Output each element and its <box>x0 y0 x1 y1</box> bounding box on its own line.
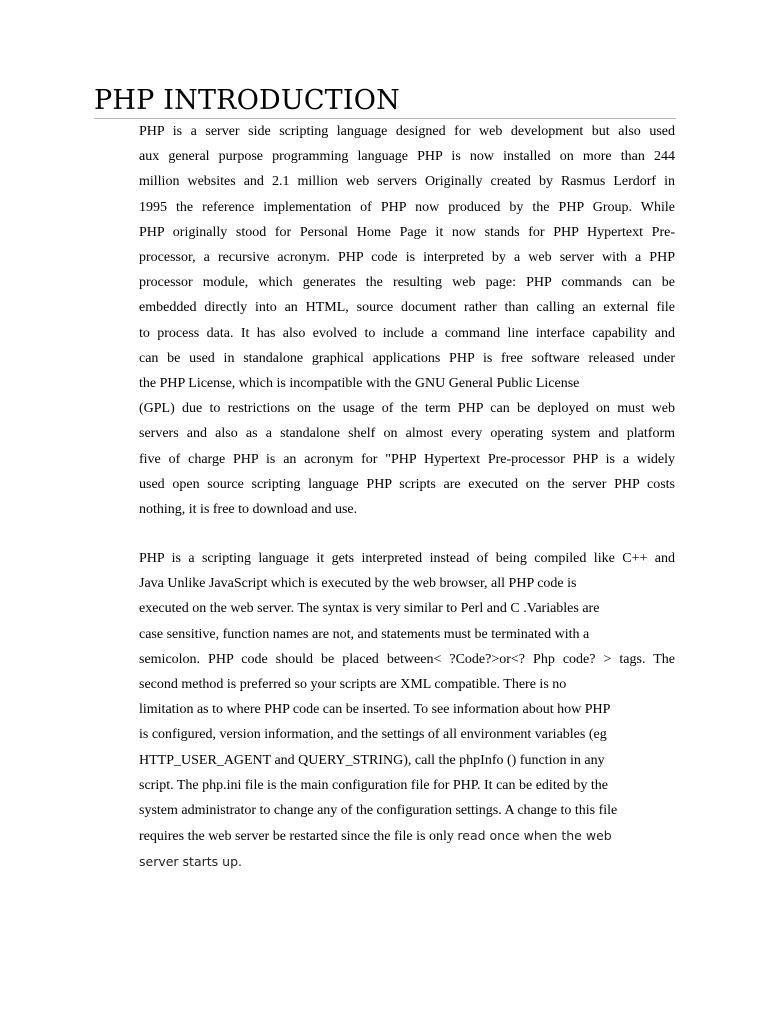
text-line: processor, a recursive acronym. PHP code is interpreted by a web server with a PHP <box>139 250 675 266</box>
text-line: 1995 the reference implementation of PHP now produced by the PHP Group. While <box>139 199 675 215</box>
text-line: case sensitive, function names are not, and statements must be terminated with a <box>139 626 590 642</box>
text-line: Java Unlike JavaScript which is executed by the web browser, all PHP code is <box>139 576 577 592</box>
text-line: can be used in standalone graphical applications PHP is free software released under <box>139 350 675 366</box>
text-line: aux general purpose programming language PHP is now installed on more than 244 <box>139 149 675 165</box>
text-line: servers and also as a standalone shelf on almost every operating system and platform <box>139 426 675 442</box>
text-line: PHP is a scripting language it gets interpreted instead of being compiled like C++ and <box>139 551 675 566</box>
text-line: million websites and 2.1 million web servers Originally created by Rasmus Lerdorf in <box>139 174 675 190</box>
text-line: is configured, version information, and the settings of all environment variables (eg <box>139 727 607 743</box>
text-line: semicolon. PHP code should be placed between< ?Code?>or<? Php code? > tags. The <box>139 651 675 667</box>
text-line: PHP is a server side scripting language designed for web development but also used <box>139 124 675 139</box>
page-title: PHP INTRODUCTION <box>94 85 400 116</box>
text-line: system administrator to change any of the configuration settings. A change to this file <box>139 803 618 819</box>
text-run-serif: requires the web server be restarted since the file is only <box>139 829 458 845</box>
text-line <box>139 823 675 849</box>
text-line: server starts up. <box>139 854 242 870</box>
text-line: PHP originally stood for Personal Home Page it now stands for PHP Hypertext Pre- <box>139 224 675 240</box>
text-line: the PHP License, which is incompatible with the GNU General Public License <box>139 376 580 392</box>
paragraph-syntax <box>139 546 675 875</box>
text-run-sans: read once when the web <box>457 828 612 844</box>
paragraph-intro <box>139 119 675 522</box>
text-line: (GPL) due to restrictions on the usage of the term PHP can be deployed on must web <box>139 401 675 417</box>
text-line: used open source scripting language PHP scripts are executed on the server PHP costs <box>139 476 675 492</box>
text-line: nothing, it is free to download and use. <box>139 502 358 518</box>
text-line: script. The php.ini file is the main configuration file for PHP. It can be edited by the <box>139 777 609 793</box>
text-line: executed on the web server. The syntax is very similar to Perl and C .Variables are <box>139 601 600 617</box>
text-line: embedded directly into an HTML, source document rather than calling an external file <box>139 300 675 316</box>
text-line: to process data. It has also evolved to include a command line interface capability and <box>139 325 675 341</box>
text-line: five of charge PHP is an acronym for "PHP Hypertext Pre-processor PHP is a widely <box>139 451 675 467</box>
text-line: limitation as to where PHP code can be inserted. To see information about how PHP <box>139 702 611 718</box>
text-line: second method is preferred so your scripts are XML compatible. There is no <box>139 677 567 693</box>
text-line: HTTP_USER_AGENT and QUERY_STRING), call the phpInfo () function in any <box>139 752 605 768</box>
text-line: processor module, which generates the resulting web page: PHP commands can be <box>139 275 675 291</box>
